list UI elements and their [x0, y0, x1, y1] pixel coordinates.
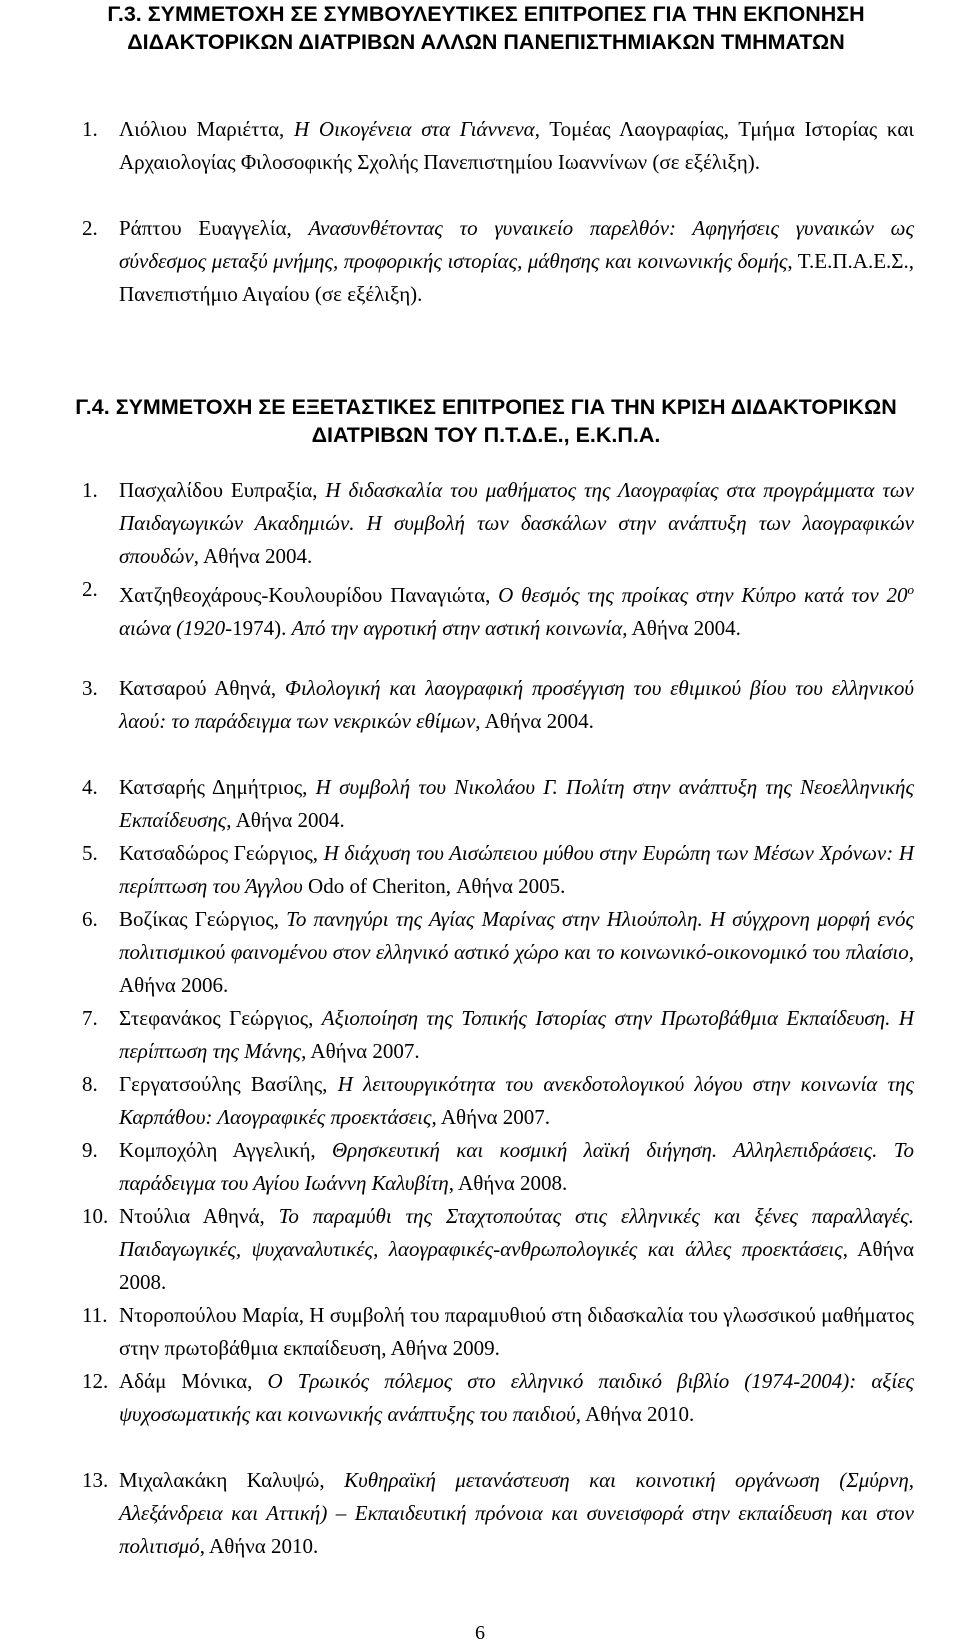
item-number: 11.	[82, 1303, 108, 1327]
list-item	[82, 1134, 914, 1200]
item-text: Μιχαλακάκη Καλυψώ, Κυθηραϊκή μετανάστευση και κοινοτική οργάνωση (Σμύρνη, Αλεξάνδρεια και Αττική) – Εκπαιδευτική πρόνοια και συνεισφορά στην εκπαίδευση και στον πολιτισμό, Αθήνα 2010.	[119, 1468, 915, 1558]
list-item	[82, 1365, 914, 1431]
item-number: 2.	[82, 577, 98, 601]
item-text: Αδάμ Μόνικα, Ο Τρωικός πόλεμος στο ελληνικό παιδικό βιβλίο (1974-2004): αξίες ψυχοσωματικής και κοινωνικής ανάπτυξης του παιδιού, Αθήνα 2010.	[119, 1369, 914, 1426]
list-item	[82, 1002, 914, 1068]
item-number: 1.	[82, 117, 98, 141]
section-heading-g3: Γ.3. ΣΥΜΜΕΤΟΧΗ ΣΕ ΣΥΜΒΟΥΛΕΥΤΙΚΕΣ ΕΠΙΤΡΟΠΕΣ ΓΙΑ ΤΗΝ ΕΚΠΟΝΗΣΗ ΔΙΔΑΚΤΟΡΙΚΩΝ ΔΙΑΤΡΙΒΩΝ ΑΛΛΩΝ ΠΑΝΕΠΙΣΤΗΜΙΑΚΩΝ ΤΜΗΜΑΤΩΝ	[107, 2, 865, 54]
item-number: 3.	[82, 676, 98, 700]
item-text: Ντούλια Αθηνά, Το παραμύθι της Σταχτοπούτας στις ελληνικές και ξένες παραλλαγές. Παιδαγωγικές, ψυχαναλυτικές, λαογραφικές-ανθρωπολογικές και άλλες προεκτάσεις, Αθήνα 2008.	[119, 1204, 914, 1294]
item-text: Κατσαρού Αθηνά, Φιλολογική και λαογραφική προσέγγιση του εθιμικού βίου του ελληνικού λαού: το παράδειγμα των νεκρικών εθίμων, Αθήνα 2004.	[119, 676, 914, 733]
list-item	[82, 771, 914, 837]
item-number: 8.	[82, 1072, 98, 1096]
list-item	[82, 1464, 914, 1563]
item-text: Ντοροπούλου Μαρία, Η συμβολή του παραμυθιού στη διδασκαλία του γλωσσικού μαθήματος στην πρωτοβάθμια εκπαίδευση, Αθήνα 2009.	[119, 1303, 914, 1360]
list-item	[82, 1299, 914, 1365]
item-number: 2.	[82, 216, 98, 240]
item-text: Στεφανάκος Γεώργιος, Αξιοποίηση της Τοπικής Ιστορίας στην Πρωτοβάθμια Εκπαίδευση. Η περίπτωση της Μάνης, Αθήνα 2007.	[119, 1006, 914, 1063]
item-text: Κατσαρής Δημήτριος, Η συμβολή του Νικολάου Γ. Πολίτη στην ανάπτυξη της Νεοελληνικής Εκπαίδευσης, Αθήνα 2004.	[119, 775, 914, 832]
list-item	[82, 837, 914, 903]
list-item	[82, 113, 914, 179]
item-text: Χατζηθεοχάρους-Κουλουρίδου Παναγιώτα, Ο θεσμός της προίκας στην Κύπρο κατά τον $20^o$ αιώνα (1920-1974). Από την αγροτική στην αστική κοινωνία, Αθήνα 2004.	[119, 582, 915, 640]
item-text: Κατσαδώρος Γεώργιος, Η διάχυση του Αισώπειου μύθου στην Ευρώπη των Μέσων Χρόνων: Η περίπτωση του Άγγλου Odo of Cheriton, Αθήνα 2005.	[119, 841, 915, 898]
list-item	[82, 903, 914, 1002]
item-number: 6.	[82, 907, 98, 931]
section-heading-g4: Γ.4. ΣΥΜΜΕΤΟΧΗ ΣΕ ΕΞΕΤΑΣΤΙΚΕΣ ΕΠΙΤΡΟΠΕΣ ΓΙΑ ΤΗΝ ΚΡΙΣΗ ΔΙΔΑΚΤΟΡΙΚΩΝ ΔΙΑΤΡΙΒΩΝ ΤΟΥ Π.Τ.Δ.Ε., Ε.Κ.Π.Α.	[75, 395, 897, 447]
item-number: 7.	[82, 1006, 98, 1030]
list-item	[82, 1068, 914, 1134]
item-number: 4.	[82, 775, 98, 799]
item-number: 1.	[82, 478, 98, 502]
item-number: 9.	[82, 1138, 98, 1162]
list-item	[82, 212, 914, 311]
list-item	[82, 672, 914, 738]
list-item	[82, 1200, 914, 1299]
item-text: Ράπτου Ευαγγελία, Ανασυνθέτοντας το γυναικείο παρελθόν: Αφηγήσεις γυναικών ως σύνδεσμος μεταξύ μνήμης, προφορικής ιστορίας, μάθησης και κοινωνικής δομής, Τ.Ε.Π.Α.Ε.Σ., Πανεπιστήμιο Αιγαίου (σε εξέλιξη).	[119, 216, 914, 306]
item-number: 10.	[82, 1204, 109, 1228]
list-item	[82, 573, 914, 645]
page-number: 6	[475, 1622, 485, 1644]
item-number: 12.	[82, 1369, 109, 1393]
list-item	[82, 474, 914, 573]
item-text: Πασχαλίδου Ευπραξία, Η διδασκαλία του μαθήματος της Λαογραφίας στα προγράμματα των Παιδαγωγικών Ακαδημιών. Η συμβολή των δασκάλων στην ανάπτυξη των λαογραφικών σπουδών, Αθήνα 2004.	[119, 478, 914, 568]
item-number: 5.	[82, 841, 98, 865]
item-text: Κομποχόλη Αγγελική, Θρησκευτική και κοσμική λαϊκή διήγηση. Αλληλεπιδράσεις. Το παράδειγμα του Αγίου Ιωάννη Καλυβίτη, Αθήνα 2008.	[119, 1138, 914, 1195]
item-number: 13.	[82, 1468, 109, 1492]
item-text: Λιόλιου Μαριέττα, Η Οικογένεια στα Γιάννενα, Τομέας Λαογραφίας, Τμήμα Ιστορίας και Αρχαιολογίας Φιλοσοφικής Σχολής Πανεπιστημίου Ιωαννίνων (σε εξέλιξη).	[119, 117, 914, 174]
item-text: Γεργατσούλης Βασίλης, Η λειτουργικότητα του ανεκδοτολογικού λόγου στην κοινωνία της Καρπάθου: Λαογραφικές προεκτάσεις, Αθήνα 2007.	[119, 1072, 915, 1129]
item-text: Βοζίκας Γεώργιος, Το πανηγύρι της Αγίας Μαρίνας στην Ηλιούπολη. Η σύγχρονη μορφή ενός πολιτισμικού φαινομένου στον ελληνικό αστικό χώρο και το κοινωνικό-οικονομικό του πλαίσιο, Αθήνα 2006.	[119, 907, 914, 997]
